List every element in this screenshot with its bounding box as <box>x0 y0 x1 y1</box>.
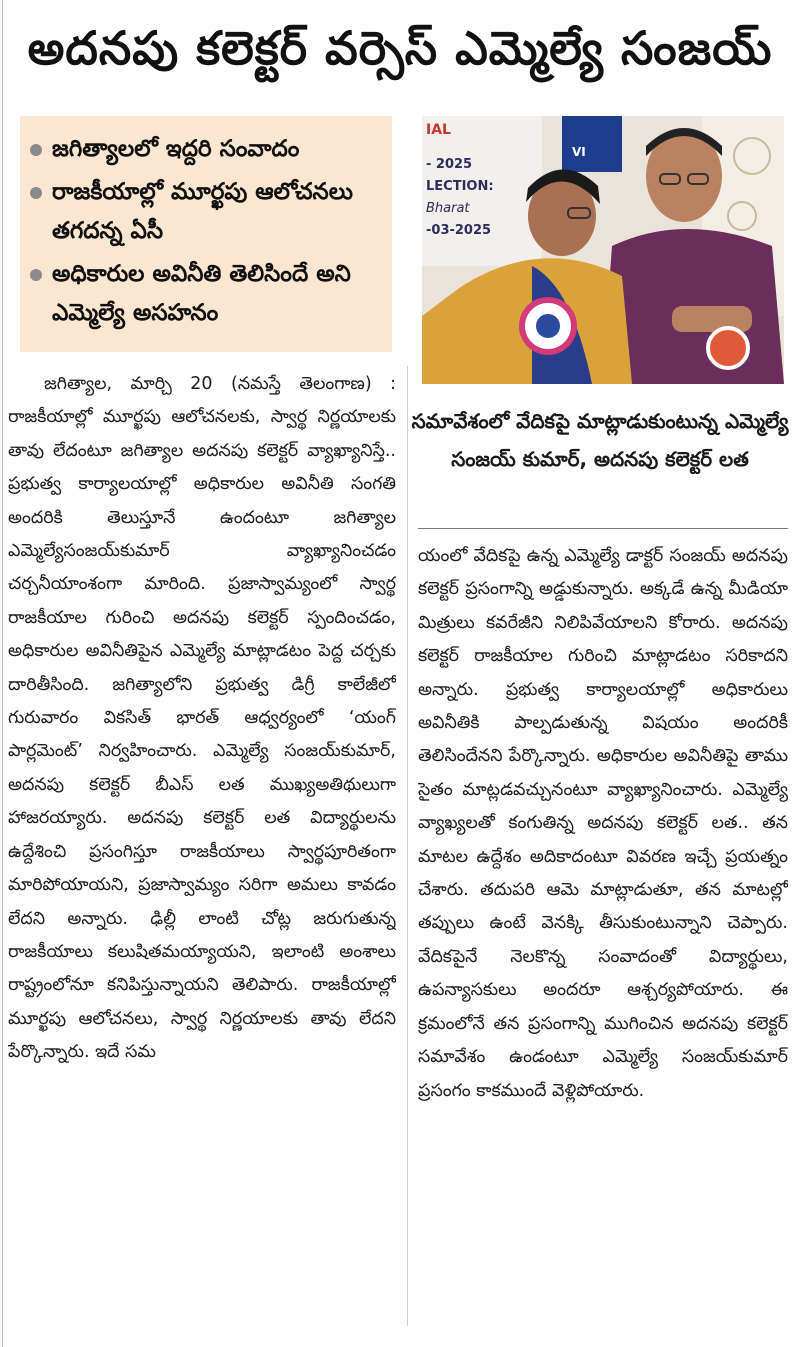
banner-line: LECTION: <box>426 179 494 194</box>
news-photo <box>422 116 784 384</box>
banner-line: IAL <box>426 122 451 138</box>
bullet-icon <box>30 269 42 281</box>
headline: అదనపు కలెక్టర్ వర్సెస్ ఎమ్మెల్యే సంజయ్ <box>27 21 773 75</box>
rosette-badge <box>708 328 748 368</box>
banner-line: Bharat <box>426 201 470 216</box>
article-column-right: యంలో వేదికపై ఉన్న ఎమ్మెల్యే డాక్టర్ సంజయ్ అదనపు కలెక్టర్ ప్రసంగాన్ని అడ్డుకున్నారు. అక్కడే ఉన్న మీడియా మిత్రులు కవరేజీని నిలిపివేయాలని కోరారు. అదనపు కలెక్టర్ రాజకీయాల గురించి మాట్లాడటం సరికాదని అన్నారు. ప్రభుత్వ కార్యాలయాల్లో అధికారులు అవినీతికి పాల్పడుతున్న విషయం అందరికీ తెలిసిందేనని పేర్కొన్నారు. అధికారుల అవినీతిపై తాము సైతం మాట్లడవచ్చునంటూ వ్యాఖ్యానించారు. ఎమ్మెల్యే వ్యాఖ్యలతో కంగుతిన్న అదనపు కలెక్టర్ లత.. తన మాటల ఉద్దేశం అదికాదంటూ వివరణ ఇచ్చే ప్రయత్నం చేశారు. తదుపరి ఆమె మాట్లాడుతూ, తన మాటల్లో తప్పులు ఉంటే వెనక్కి తీసుకుంటున్నాని చెప్పారు. వేదికపైనే నెలకొన్న సంవాదంతో విద్యార్థులు, ఉపన్యాసకులు అందరూ ఆశ్చర్యపోయారు. ఈ క్రమంలోనే తన ప్రసంగాన్ని ముగించిన అదనపు కలెక్టర్ సమావేశం ఉండంటూ ఎమ్మెల్యే సంజయ్‌కుమార్ ప్రసంగం కాకముందే వెళ్లిపోయారు. <box>418 546 788 1101</box>
article-column-left: జగిత్యాల, మార్చి 20 (నమస్తే తెలంగాణ) : రాజకీయాల్లో మూర్ఖపు ఆలోచనలకు, స్వార్థ నిర్ణయాలకు తావు లేదంటూ జగిత్యాల అదనపు కలెక్టర్ వ్యాఖ్యానిస్తే.. ప్రభుత్వ కార్యాలయాల్లో అధికారుల అవినీతి సంగతి అందరికి తెలుస్తూనే ఉందంటూ జగిత్యాల ఎమ్మెల్యేసంజయ్‌కుమార్ వ్యాఖ్యానించడం చర్చనీయాంశంగా మారింది. ప్రజాస్వామ్యంలో స్వార్థ రాజకీయాల గురించి అదనపు కలెక్టర్ స్పందించడం, అధికారుల అవినీతిపైన ఎమ్మెల్యే మాట్లాడటం పెద్ద చర్చకు దారితీసింది. జగిత్యాలోని ప్రభుత్వ డిగ్రీ కాలేజీలో గురువారం వికసిత్ భారత్ ఆధ్వర్యంలో ‘యంగ్ పార్లమెంట్’ నిర్వహించారు. ఎమ్మెల్యే సంజయ్‌కుమార్, అదనపు కలెక్టర్ బీఎస్ లత ముఖ్యఅతిథులుగా హాజరయ్యారు. అదనపు కలెక్టర్ లత విద్యార్థులను ఉద్దేశించి ప్రసంగిస్తూ రాజకీయాలు స్వార్థపూరితంగా మారిపోయాయని, ప్రజాస్వామ్యం సరిగా అమలు కావడం లేదని అన్నారు. ఢిల్లీ లాంటి చోట్ల జరుగుతున్న రాజకీయాలు కలుషితమయ్యాయని, ఇలాంటి అంశాలు రాష్ట్రంలోనూ కనిపిస్తున్నాయని తెలిపారు. రాజకీయాల్లో మూర్ఖపు ఆలోచనలు, స్వార్థ నిర్ణయాలకు తావు లేదని పేర్కొన్నారు. ఇదే సమ <box>8 374 396 1063</box>
banner-line: -03-2025 <box>426 223 492 238</box>
column-divider <box>407 366 408 1326</box>
highlight-item <box>30 255 384 333</box>
highlight-item <box>30 130 384 169</box>
highlight-text: అధికారుల అవినీతి తెలిసిందే అని ఎమ్మెల్యే అసహనం <box>52 261 351 326</box>
placard <box>562 116 622 172</box>
highlight-text: జగిత్యాలలో ఇద్దరి సంవాదం <box>52 136 300 162</box>
page-edge-rule <box>2 0 3 1347</box>
bullet-icon <box>30 144 42 156</box>
highlights-box <box>20 116 392 352</box>
bullet-icon <box>30 187 42 199</box>
highlight-item <box>30 173 384 251</box>
photo-illustration <box>422 116 784 384</box>
highlight-text: రాజకీయాల్లో మూర్ఖపు ఆలోచనలు తగదన్న ఏసీ <box>52 179 353 244</box>
banner-line: - 2025 <box>426 157 473 172</box>
caption-rule <box>418 528 788 529</box>
placard-text: VI <box>572 145 586 159</box>
photo-caption: సమావేశంలో వేదికపై మాట్లాడుకుంటున్న ఎమ్మెల్యే సంజయ్ కుమార్, అదనపు కలెక్టర్ లత <box>411 409 789 471</box>
